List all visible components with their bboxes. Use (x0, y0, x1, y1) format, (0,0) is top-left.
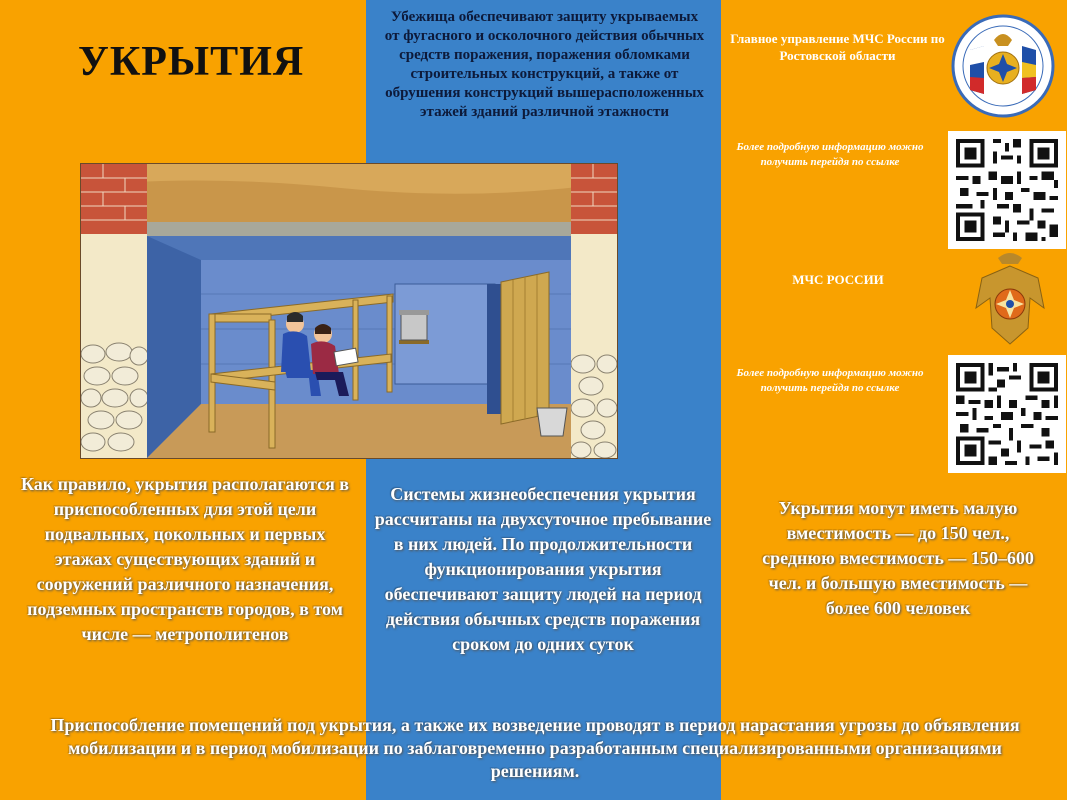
preparation-text: Приспособление помещений под укрытия, а также их возведение проводят в период нарастания угрозы до объявления мобилизации и в период мобилизации по заблаговременно разработанным специализированными организациями решениям. (50, 715, 1020, 781)
mchs-label: МЧС РОССИИ (792, 272, 884, 287)
more-info-text-1: Более подробную информацию можно получить перейдя по ссылке (736, 141, 924, 168)
mchs-emblem-icon (972, 248, 1048, 352)
regional-emblem-icon (950, 10, 1056, 122)
shelter-illustration (80, 163, 618, 459)
more-info-text-2: Более подробную информацию можно получить перейдя по ссылке (736, 367, 924, 394)
shelter-protection-text: Убежища обеспечивают защиту укрываемых от фугасного и осколочного действия обычных средств поражения, поражения обломками строительных конструкций, а также от обрушения конструкций вышерасположенных этажей зданий различной этажности (384, 9, 705, 120)
life-support-text: Системы жизнеобеспечения укрытия рассчитаны на двухсуточное пребывание в них людей. По продолжительности функционирования укрытия обеспечивают защиту людей на период действия обычных средств поражения сроком до одних суток (374, 484, 712, 654)
location-text: Как правило, укрытия располагаются в приспособленных для этой цели подвальных, цокольных и первых этажах существующих зданий и сооружений различного назначения, подземных пространств городов, в том числе — метрополитенов (20, 474, 350, 644)
capacity-text: Укрытия могут иметь малую вместимость — до 150 чел., среднюю вместимость — 150–600 чел. и большую вместимость — более 600 человек (762, 498, 1034, 618)
qr-code-2[interactable] (948, 355, 1066, 473)
qr-code-1[interactable] (948, 131, 1066, 249)
organization-name: Главное управление МЧС России по Ростовской области (730, 31, 945, 63)
page-title: УКРЫТИЯ (78, 39, 305, 85)
